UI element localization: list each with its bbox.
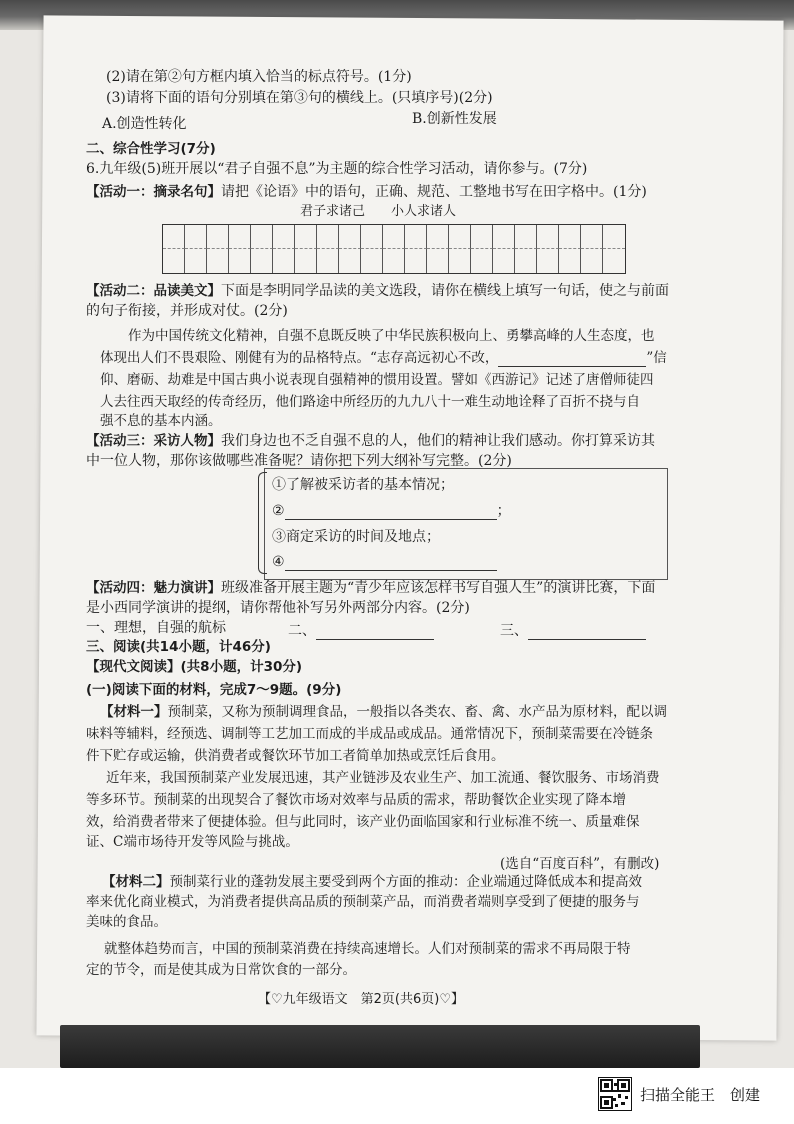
grid-cell[interactable] — [273, 225, 295, 249]
material-2-text: 预制菜行业的蓬勃发展主要受到两个方面的推动：企业端通过降低成本和提高效 — [169, 874, 642, 890]
activity-2-text: 下面是李明同学品读的美文选段，请你在横线上填写一句话，使之与前面 — [221, 283, 669, 299]
grid-cell[interactable] — [449, 225, 471, 249]
outline-item-2-end: ； — [496, 503, 511, 519]
answer-blank-speech-3[interactable] — [528, 625, 646, 640]
grid-cell[interactable] — [361, 225, 383, 249]
material-2-line-3: 美味的食品。 — [86, 914, 167, 930]
passage-line-1: 作为中国传统文化精神，自强不息既反映了中华民族积极向上、勇攀高峰的人生态度，也 — [128, 328, 655, 344]
speech-point-3-num: 三、 — [500, 623, 528, 639]
activity-1-text: 请把《论语》中的语句，正确、规范、工整地书写在田字格中。(1分) — [221, 184, 647, 200]
activity-1 — [86, 183, 647, 201]
material-1-line-1 — [100, 703, 667, 721]
tianzige-grid[interactable] — [162, 224, 626, 274]
grid-cell[interactable] — [207, 225, 229, 249]
material-1-source: (选自“百度百科”，有删改) — [500, 856, 660, 872]
scanner-watermark — [598, 1078, 760, 1110]
activity-3-text-2: 中一位人物，那你该做哪些准备呢？请你把下列大纲补写完整。(2分) — [86, 453, 512, 469]
answer-blank-outline-2[interactable] — [285, 505, 497, 520]
grid-cell[interactable] — [537, 249, 559, 273]
grid-cell[interactable] — [493, 249, 515, 273]
passage-line-2 — [100, 349, 667, 367]
answer-blank-speech-2[interactable] — [316, 625, 434, 640]
grid-cell[interactable] — [427, 249, 449, 273]
activity-4-label: 【活动四：魅力演讲】 — [86, 580, 221, 596]
grid-cell[interactable] — [427, 225, 449, 249]
question-3: (3)请将下面的语句分别填在第③句的横线上。(只填序号)(2分) — [106, 90, 493, 106]
speech-point-3 — [500, 622, 646, 640]
grid-cell[interactable] — [515, 225, 537, 249]
grid-cell[interactable] — [471, 249, 493, 273]
part-1-heading: (一)阅读下面的材料，完成7～9题。(9分) — [86, 682, 342, 698]
material-2-line-2: 率来优化商业模式，为消费者提供高品质的预制菜产品，而消费者端则享受到了便捷的服务与 — [86, 894, 640, 910]
material-2-line-1 — [102, 873, 642, 891]
question-2: (2)请在第②句方框内填入恰当的标点符号。(1分) — [106, 69, 412, 85]
activity-2 — [86, 282, 669, 300]
passage-line-5: 强不息的基本内涵。 — [100, 413, 222, 429]
grid-cell[interactable] — [163, 225, 185, 249]
grid-cell[interactable] — [603, 249, 625, 273]
activity-3 — [86, 432, 655, 450]
answer-blank-couplet[interactable] — [498, 352, 646, 367]
grid-cell[interactable] — [405, 249, 427, 273]
grid-cell[interactable] — [273, 249, 295, 273]
activity-2-text-2: 的句子衔接，并形成对仗。(2分) — [86, 303, 288, 319]
grid-cell[interactable] — [339, 225, 361, 249]
material-1-text: 预制菜，又称为预制调理食品，一般指以各类农、畜、禽、水产品为原材料，配以调 — [167, 704, 667, 720]
activity-4 — [86, 579, 655, 597]
passage-line-3: 仰、磨砺、劫难是中国古典小说表现自强精神的惯用设置。譬如《西游记》记述了唐僧师徒四 — [100, 372, 654, 388]
grid-cell[interactable] — [405, 225, 427, 249]
outline-item-2-num: ② — [272, 503, 285, 519]
outline-item-4 — [272, 553, 497, 571]
speech-point-2 — [288, 622, 434, 640]
grid-cell[interactable] — [185, 225, 207, 249]
passage-line-4: 人去往西天取经的传奇经历，他们路途中所经历的九九八十一难生动地诠释了百折不挠与自 — [100, 394, 640, 410]
grid-cell[interactable] — [251, 249, 273, 273]
grid-cell[interactable] — [493, 225, 515, 249]
grid-cell[interactable] — [383, 225, 405, 249]
grid-cell[interactable] — [207, 249, 229, 273]
option-a: A.创造性转化 — [102, 116, 187, 132]
material-1-label: 【材料一】 — [100, 704, 168, 720]
speech-point-1: 一、理想，自强的航标 — [86, 620, 226, 636]
grid-cell[interactable] — [317, 225, 339, 249]
grid-cell[interactable] — [383, 249, 405, 273]
material-2-line-4: 就整体趋势而言，中国的预制菜消费在持续高速增长。人们对预制菜的需求不再局限于特 — [104, 941, 631, 957]
material-1-line-2: 味料等辅料，经预选、调制等工艺加工而成的半成品或成品。通常情况下，预制菜需要在冷链条 — [86, 726, 653, 742]
grid-cell[interactable] — [537, 225, 559, 249]
option-b: B.创新性发展 — [412, 111, 497, 127]
activity-1-label: 【活动一：摘录名句】 — [86, 184, 221, 200]
passage-line-2a: 体现出人们不畏艰险、刚健有为的品格特点。“志存高远初心不改， — [100, 350, 499, 366]
grid-cell[interactable] — [229, 225, 251, 249]
modern-reading-heading: 【现代文阅读】(共8小题，计30分) — [86, 659, 303, 675]
grid-cell[interactable] — [515, 249, 537, 273]
grid-cell[interactable] — [317, 249, 339, 273]
material-1-line-6: 效，给消费者带来了便捷体验。但与此同时，该产业仍面临国家和行业标准不统一、质量难保 — [86, 814, 640, 830]
grid-cell[interactable] — [295, 225, 317, 249]
grid-cell[interactable] — [185, 249, 207, 273]
quote-text: 君子求诸己 小人求诸人 — [300, 204, 457, 219]
qr-code-icon — [598, 1077, 632, 1111]
grid-cell[interactable] — [163, 249, 185, 273]
answer-blank-outline-4[interactable] — [285, 556, 497, 571]
outline-brace — [258, 472, 267, 574]
grid-cell[interactable] — [339, 249, 361, 273]
material-2-line-5: 定的节令，而是使其成为日常饮食的一部分。 — [86, 962, 356, 978]
material-2-label: 【材料二】 — [102, 874, 170, 890]
grid-cell[interactable] — [581, 225, 603, 249]
material-1-line-4: 近年来，我国预制菜产业发展迅速，其产业链涉及农业生产、加工流通、餐饮服务、市场消费 — [106, 770, 660, 786]
grid-cell[interactable] — [295, 249, 317, 273]
grid-cell[interactable] — [251, 225, 273, 249]
passage-line-2b: ”信 — [646, 350, 667, 366]
activity-3-text: 我们身边也不乏自强不息的人，他们的精神让我们感动。你打算采访其 — [221, 433, 655, 449]
grid-cell[interactable] — [603, 225, 625, 249]
outline-item-1: ①了解被采访者的基本情况； — [272, 477, 454, 493]
activity-4-text-2: 是小西同学演讲的提纲，请你帮他补写另外两部分内容。(2分) — [86, 600, 470, 616]
outline-item-3: ③商定采访的时间及地点； — [272, 529, 440, 545]
activity-3-label: 【活动三：采访人物】 — [86, 433, 221, 449]
grid-cell[interactable] — [471, 225, 493, 249]
scan-bottom-shadow — [60, 1025, 700, 1068]
question-6: 6.九年级(5)班开展以“君子自强不息”为主题的综合性学习活动，请你参与。(7分) — [86, 161, 588, 177]
speech-point-2-num: 二、 — [288, 623, 316, 639]
grid-cell[interactable] — [229, 249, 251, 273]
grid-cell[interactable] — [581, 249, 603, 273]
grid-cell[interactable] — [449, 249, 471, 273]
section-2-heading: 二、综合性学习(7分) — [86, 141, 216, 157]
activity-4-text: 班级准备开展主题为“青少年应该怎样书写自强人生”的演讲比赛，下面 — [221, 580, 656, 596]
outline-item-2 — [272, 502, 511, 520]
activity-2-label: 【活动二：品读美文】 — [86, 283, 221, 299]
page-footer: 【♡九年级语文 第2页(共6页)♡】 — [258, 992, 464, 1007]
grid-cell[interactable] — [361, 249, 383, 273]
grid-cell[interactable] — [559, 249, 581, 273]
scanner-brand-text: 扫描全能王 创建 — [640, 1085, 761, 1104]
grid-cell[interactable] — [559, 225, 581, 249]
material-1-line-3: 件下贮存或运输，供消费者或餐饮环节加工者简单加热或烹饪后食用。 — [86, 748, 505, 764]
section-3-heading: 三、阅读(共14小题，计46分) — [86, 639, 271, 655]
material-1-line-5: 等多环节。预制菜的出现契合了餐饮市场对效率与品质的需求，帮助餐饮企业实现了降本增 — [86, 792, 626, 808]
outline-item-4-num: ④ — [272, 554, 285, 570]
material-1-line-7: 证、C端市场待开发等风险与挑战。 — [86, 834, 299, 850]
